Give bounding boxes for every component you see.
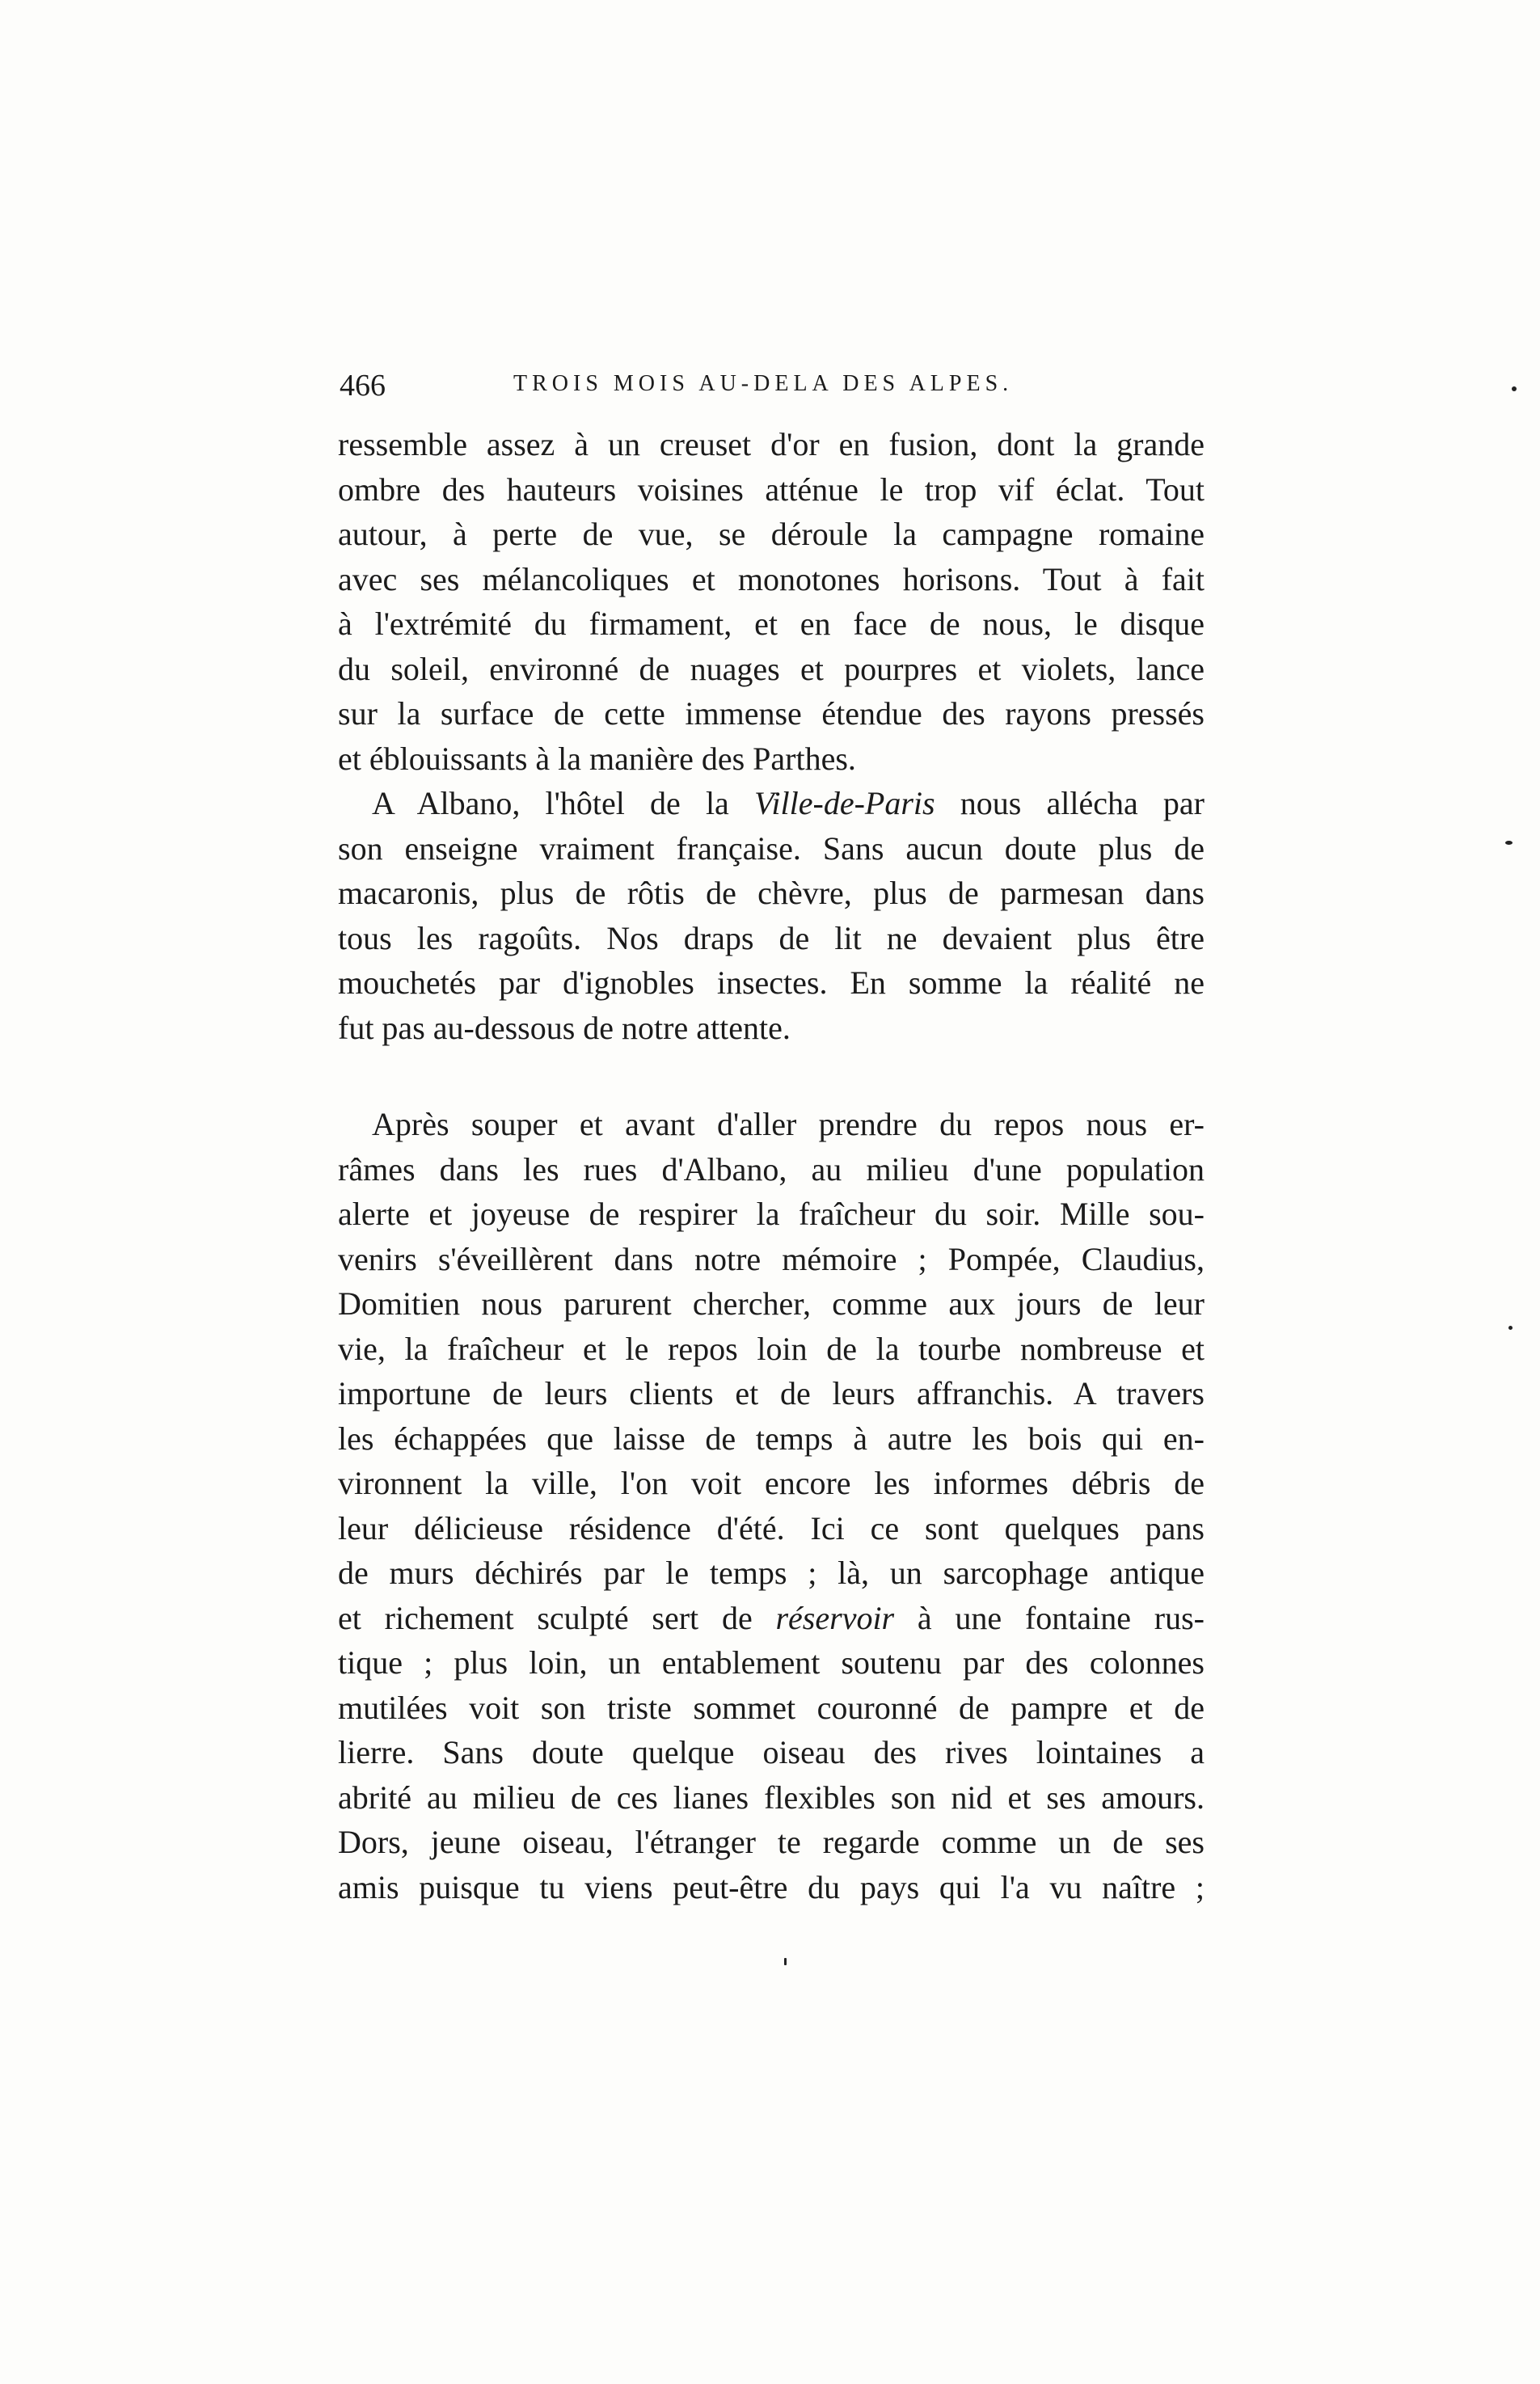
paragraph-2 (338, 781, 1205, 1050)
text-line: râmes dans les rues d'Albano, au milieu d'une population (338, 1150, 1205, 1188)
running-head (340, 368, 1205, 416)
text-line: abrité au milieu de ces lianes flexibles son nid et ses amours. (338, 1779, 1205, 1816)
text-line: leur délicieuse résidence d'été. Ici ce sont quelques pans (338, 1509, 1205, 1546)
text-line: macaronis, plus de rôtis de chèvre, plus de parmesan dans (338, 875, 1205, 911)
text-line: Domitien nous parurent chercher, comme aux jours de leur (338, 1285, 1205, 1322)
text-line: sur la surface de cette immense étendue des rayons pressés (338, 695, 1205, 732)
running-title: TROIS MOIS AU-DELA DES ALPES. (513, 371, 1014, 396)
text-line: mutilées voit son triste sommet couronné de pampre et de (338, 1689, 1205, 1726)
text-line: son enseigne vraiment française. Sans aucun doute plus de (338, 829, 1205, 867)
text-line: les échappées que laisse de temps à autre les bois qui en- (338, 1420, 1205, 1457)
text-line: du soleil, environné de nuages et pourpres et violets, lance (338, 650, 1205, 687)
ink-speck (1508, 1326, 1513, 1330)
paragraph-1 (338, 422, 1205, 781)
text-line: ressemble assez à un creuset d'or en fusion, dont la grande (338, 426, 1205, 462)
text-line: autour, à perte de vue, se déroule la campagne romaine (338, 516, 1205, 552)
text-line: fut pas au-dessous de notre attente. (338, 1009, 791, 1046)
text-line: importune de leurs clients et de leurs affranchis. A travers (338, 1375, 1205, 1411)
text-line: et éblouissants à la manière des Parthes. (338, 740, 856, 777)
page-number: 466 (340, 369, 386, 403)
text-line (338, 781, 1205, 826)
text-segment: nous allécha par (935, 785, 1205, 821)
text-line: venirs s'éveillèrent dans notre mémoire ; Pompée, Claudius, (338, 1240, 1205, 1277)
ink-speck (1505, 841, 1513, 845)
ink-speck (784, 1958, 787, 1965)
text-line: vie, la fraîcheur et le repos loin de la tourbe nombreuse et (338, 1330, 1205, 1367)
body-text (338, 422, 1205, 1909)
italic-title: Ville-de-Paris (753, 785, 935, 821)
text-line: ombre des hauteurs voisines atténue le trop vif éclat. Tout (338, 470, 1205, 508)
text-line: Après souper et avant d'aller prendre du repos nous er- (372, 1106, 1205, 1142)
text-segment: à une fontaine rus- (894, 1599, 1205, 1636)
text-line: lierre. Sans doute quelque oiseau des rives lointaines a (338, 1734, 1205, 1770)
text-line: alerte et joyeuse de respirer la fraîcheur du soir. Mille sou- (338, 1196, 1205, 1232)
paragraph-3 (338, 1102, 1205, 1909)
text-line (338, 1596, 1205, 1641)
text-line: Dors, jeune oiseau, l'étranger te regarde comme un de ses (338, 1824, 1205, 1860)
text-line: mouchetés par d'ignobles insectes. En somme la réalité ne (338, 964, 1205, 1001)
text-line: de murs déchirés par le temps ; là, un sarcophage antique (338, 1555, 1205, 1591)
ink-speck (1512, 386, 1517, 391)
text-line: tique ; plus loin, un entablement soutenu par des colonnes (338, 1644, 1205, 1681)
italic-word: réservoir (775, 1599, 895, 1636)
text-segment: et richement sculpté sert de (338, 1599, 776, 1636)
paragraph-gap (338, 1050, 1205, 1102)
text-line: vironnent la ville, l'on voit encore les informes débris de (338, 1465, 1205, 1501)
text-line: à l'extrémité du firmament, et en face de nous, le disque (338, 605, 1205, 642)
text-line: tous les ragoûts. Nos draps de lit ne devaient plus être (338, 919, 1205, 956)
text-segment: A Albano, l'hôtel de la (372, 785, 754, 821)
text-line: amis puisque tu viens peut-être du pays qui l'a vu naître ; (338, 1868, 1205, 1905)
text-line: avec ses mélancoliques et monotones horisons. Tout à fait (338, 560, 1205, 597)
